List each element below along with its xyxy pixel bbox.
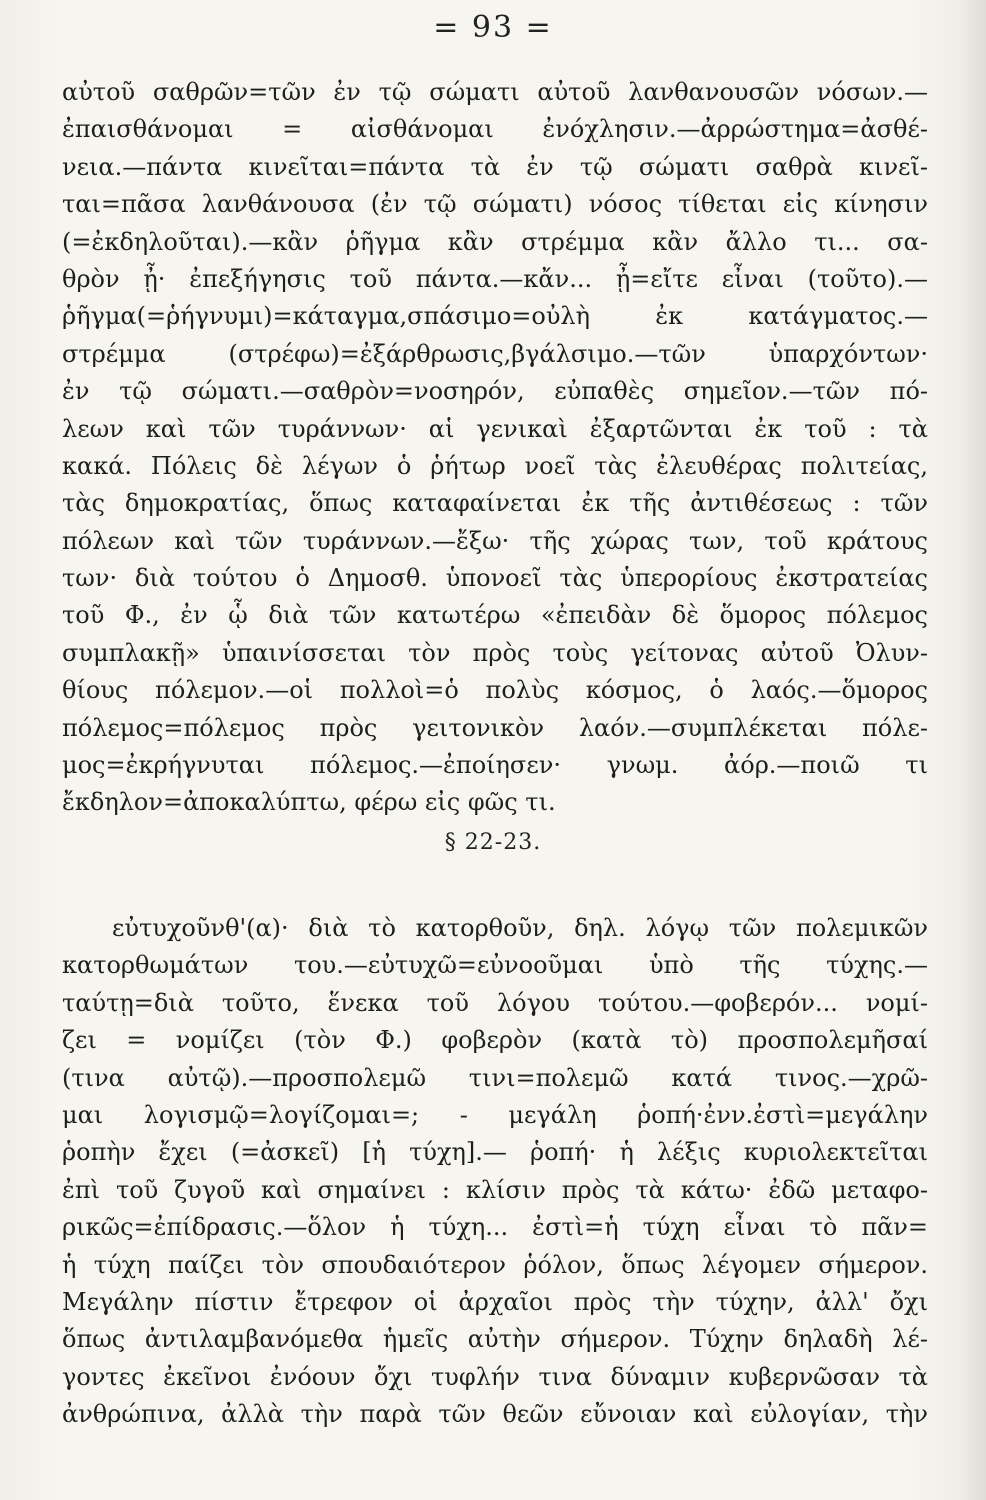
text-line: ται=πᾶσα λανθάνουσα (ἐν τῷ σώματι) νόσος τίθεται εἰς κίνησιν [62, 190, 928, 219]
text-line: τοῦ Φ., ἐν ᾧ διὰ τῶν κατωτέρω «ἐπειδὰν δὲ ὅμορος πόλεμος [62, 601, 928, 630]
text-line: στρέμμα (στρέφω)=ἐξάρθρωσις,βγάλσιμο.—τῶν ὑπαρχόντων· [62, 339, 928, 368]
text-line: ῥῆγμα(=ῥήγνυμι)=κάταγμα,σπάσιμο=οὐλὴ ἐκ κατάγματος.— [62, 302, 928, 331]
text-line: αὐτοῦ σαθρῶν=τῶν ἐν τῷ σώματι αὐτοῦ λανθανουσῶν νόσων.— [62, 78, 928, 106]
section-heading: § 22-23. [444, 830, 542, 855]
text-line: των· διὰ τούτου ὁ Δημοσθ. ὑπονοεῖ τὰς ὑπερορίους ἐκστρατείας [62, 564, 928, 593]
text-line: ζει = νομίζει (τὸν Φ.) φοβερὸν (κατὰ τὸ) προσπολεμῆσαί [62, 1026, 928, 1055]
text-line: ἐπὶ τοῦ ζυγοῦ καὶ σημαίνει : κλίσιν πρὸς τὰ κάτω· ἐδῶ μεταφο- [62, 1175, 928, 1204]
text-line: θίους πόλεμον.—οἱ πολλοὶ=ὁ πολὺς κόσμος, ὁ λαός.—ὅμορος [62, 676, 928, 705]
text-line: θρὸν ᾖ· ἐπεξήγησις τοῦ πάντα.—κἄν... ᾖ=εἴτε εἶναι (τοῦτο).— [62, 264, 928, 293]
text-line: Μεγάλην πίστιν ἔτρεφον οἱ ἀρχαῖοι πρὸς τὴν τύχην, ἀλλ' ὄχι [62, 1287, 928, 1316]
text-line: πόλεων καὶ τῶν τυράννων.—ἔξω· τῆς χώρας των, τοῦ κράτους [62, 526, 928, 555]
text-line: νεια.—πάντα κινεῖται=πάντα τὰ ἐν τῷ σώματι σαθρὰ κινεῖ- [62, 152, 928, 181]
text-line: συμπλακῇ» ὑπαινίσσεται τὸν πρὸς τοὺς γείτονας αὐτοῦ Ὀλυν- [62, 638, 928, 667]
text-line: ἐπαισθάνομαι = αἰσθάνομαι ἐνόχλησιν.—ἀρρώστημα=ἀσθέ- [62, 115, 928, 144]
text-line: ὅπως ἀντιλαμβανόμεθα ἡμεῖς αὐτὴν σήμερον. Τύχην δηλαδὴ λέ- [62, 1325, 928, 1354]
text-line: πόλεμος=πόλεμος πρὸς γειτονικὸν λαόν.—συμπλέκεται πόλε- [62, 713, 928, 742]
text-line: ταύτῃ=διὰ τοῦτο, ἕνεκα τοῦ λόγου τούτου.—φοβερόν... νομί- [62, 988, 928, 1017]
text-line: εὐτυχοῦνθ'(α)· διὰ τὸ κατορθοῦν, δηλ. λόγῳ τῶν πολεμικῶν [112, 914, 928, 942]
text-line: (=ἐκδηλοῦται).—κἂν ῥῆγμα κἂν στρέμμα κἂν ἄλλο τι... σα- [62, 227, 928, 256]
text-line: (τινα αὐτῷ).—προσπολεμῶ τινι=πολεμῶ κατά τινος.—χρῶ- [62, 1063, 928, 1092]
text-line: κακά. Πόλεις δὲ λέγων ὁ ῥήτωρ νοεῖ τὰς ἐλευθέρας πολιτείας, [62, 451, 928, 480]
text-line: ἡ τύχη παίζει τὸν σπουδαιότερον ῥόλον, ὅπως λέγομεν σήμερον. [62, 1250, 928, 1279]
text-line: γοντες ἐκεῖνοι ἐνόουν ὄχι τυφλήν τινα δύναμιν κυβερνῶσαν τὰ [62, 1362, 928, 1391]
commentary-paragraph-1 [62, 74, 928, 822]
page-edge-shadow [958, 0, 986, 1500]
page-number: = 93 = [433, 10, 553, 45]
commentary-paragraph-2 [62, 910, 928, 1433]
text-line: κατορθωμάτων του.—εὐτυχῶ=εὐνοοῦμαι ὑπὸ τῆς τύχης.— [62, 951, 928, 980]
text-line: μαι λογισμῷ=λογίζομαι=; - μεγάλη ῥοπή·ἐνν.ἐστὶ=μεγάλην [62, 1100, 928, 1129]
text-line: ῥοπὴν ἔχει (=ἀσκεῖ) [ἡ τύχη].— ῥοπή· ἡ λέξις κυριολεκτεῖται [62, 1138, 928, 1167]
text-line: ἐν τῷ σώματι.—σαθρὸν=νοσηρόν, εὐπαθὲς σημεῖον.—τῶν πό- [62, 377, 928, 406]
text-line: λεων καὶ τῶν τυράννων· αἱ γενικαὶ ἐξαρτῶνται ἐκ τοῦ : τὰ [62, 414, 928, 443]
text-line: ρικῶς=ἐπίδρασις.—ὅλον ἡ τύχη... ἐστὶ=ἡ τύχη εἶναι τὸ πᾶν= [62, 1213, 928, 1242]
text-line: τὰς δημοκρατίας, ὅπως καταφαίνεται ἐκ τῆς ἀντιθέσεως : τῶν [62, 489, 928, 518]
text-line: μος=ἐκρήγνυται πόλεμος.—ἐποίησεν· γνωμ. ἀόρ.—ποιῶ τι [62, 751, 928, 780]
text-line: ἀνθρώπινα, ἀλλὰ τὴν παρὰ τῶν θεῶν εὔνοιαν καὶ εὐλογίαν, τὴν [62, 1400, 928, 1429]
text-line: ἔκδηλον=ἀποκαλύπτω, φέρω εἰς φῶς τι. [62, 788, 556, 817]
